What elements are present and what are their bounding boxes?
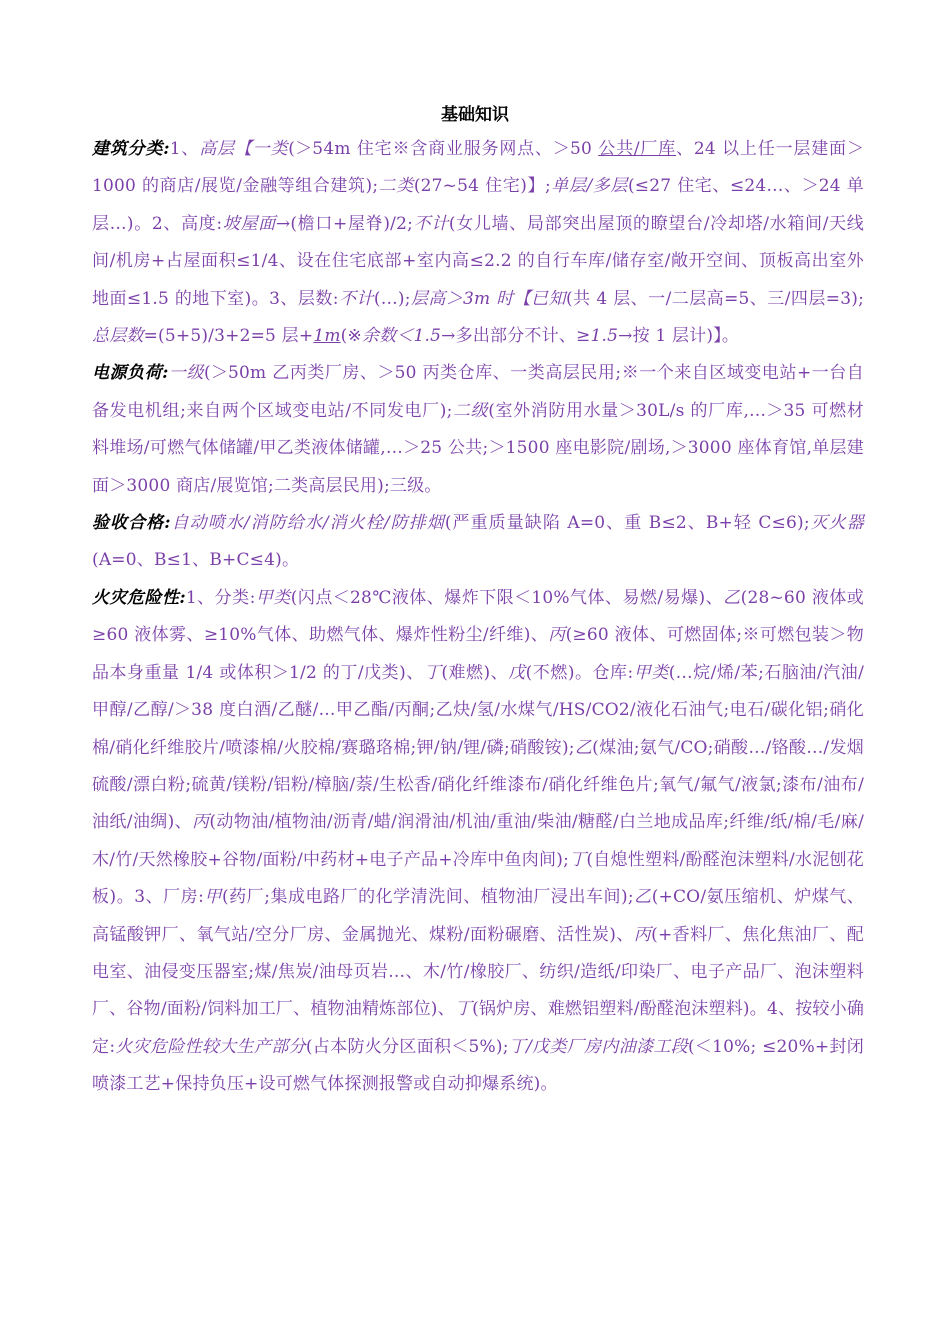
text-run: 甲类: [633, 662, 669, 683]
text-run: 一级: [168, 363, 204, 384]
text-run: 丙: [548, 625, 566, 646]
text-run: 火灾危险性较大生产部分: [115, 1036, 306, 1057]
text-run: (共 4 层、一/二层高=5、三/四层=3);: [565, 288, 864, 309]
text-run: 按 1 层计)】。: [632, 326, 740, 347]
text-run: 公共/厂库: [598, 139, 677, 159]
text-run: (A=0、B≤1、B+C≤4)。: [92, 550, 300, 571]
text-run: 1m: [313, 326, 341, 347]
text-run: (≤27 住宅、≤24…、＞24 单层…)。2、高度:: [92, 176, 864, 234]
text-run: 单层/多层: [550, 176, 628, 197]
text-run: (煤油;氨气/CO;硝酸…/铬酸…/发烟硫酸/漂白粉;硫黄/镁粉/铝粉/樟脑/萘/生松香/硝化纤维漆布/硝化纤维色片;氧气/氟气/液氯;漆布/油布/油纸/油绸)、: [92, 737, 864, 833]
section-paragraph: [92, 505, 864, 580]
text-run: (檐口+屋脊)/2;: [290, 213, 414, 234]
text-run: (+CO/氨压缩机、炉煤气、高锰酸钾厂、氧气站/空分厂房、金属抛光、煤粉/面粉碾磨、活性炭)、: [92, 887, 865, 945]
page-title: 基础知识: [441, 105, 509, 125]
section-paragraph: [92, 131, 864, 355]
text-run: 坡屋面→: [222, 213, 291, 234]
text-run: 不计: [338, 288, 374, 309]
text-run: 灭火器: [809, 513, 864, 534]
text-run: ≥1.5→: [576, 326, 633, 347]
text-run: (难燃)、: [441, 662, 509, 683]
text-run: 丙: [192, 812, 210, 833]
text-run: 多出部分不计、: [455, 326, 577, 347]
text-run: (+香料厂、焦化焦油厂、配电室、油侵变压器室;煤/焦炭/油母页岩…、木/竹/橡胶厂、纺织/造纸/印染厂、电子产品厂、泡沫塑料厂、谷物/面粉/饲料加工厂、植物油精炼部位)、: [92, 924, 865, 1020]
text-run: (…);: [373, 288, 411, 309]
text-run: 丙: [633, 924, 652, 945]
text-run: (药厂;集成电路厂的化学清洗间、植物油厂浸出车间);: [221, 887, 634, 908]
text-run: 乙: [633, 887, 652, 908]
text-run: 甲类: [255, 587, 291, 608]
text-run: (占本防火分区面积＜5%);: [305, 1036, 509, 1057]
text-run: (≥60 液体、可燃固体;※可燃包装＞物品本身重量 1/4 或体积＞1/2 的丁/戊类)、: [92, 625, 865, 683]
section-heading: 验收合格:: [92, 513, 171, 534]
text-run: (锅炉房、难燃铝塑料/酚醛泡沫塑料)。4、按较小确定:: [92, 999, 865, 1057]
section-heading: 建筑分类:: [92, 139, 170, 159]
text-run: (※: [340, 326, 362, 347]
text-run: (闪点＜28℃液体、爆炸下限＜10%气体、易燃/易爆)、: [290, 587, 724, 608]
text-run: (＜10%; ≤20%+封闭喷漆工艺+保持负压+设可燃气体探测报警或自动抑爆系统)。: [92, 1036, 865, 1095]
text-run: (自熄性塑料/酚醛泡沫塑料/水泥刨花板)。3、厂房:: [92, 849, 864, 908]
text-run: 1、: [169, 139, 200, 159]
text-run: 甲: [204, 887, 222, 908]
text-run: 层高＞3m 时【已知: [410, 288, 566, 309]
section-paragraph: [92, 355, 864, 505]
text-run: 乙: [574, 737, 593, 758]
section-paragraph: [92, 580, 864, 1104]
text-run: 丁/戊类厂房内油漆工段: [508, 1036, 689, 1057]
text-run: 丁: [454, 999, 473, 1020]
text-run: 二类: [378, 176, 414, 197]
text-run: 丁: [423, 662, 442, 683]
text-run: (5+5)/3+2=5 层+: [158, 326, 314, 347]
text-run: (…烷/烯/苯;石脑油/汽油/甲醇/乙醇/＞38 度白酒/乙醚/…甲乙酯/丙酮;乙炔/氢/水煤气/HS/CO2/液化石油气;电石/碳化铝;硝化棉/硝化纤维胶片/喷漆棉/火胶棉/赛璐珞棉;钾/钠/锂/磷;硝酸铵);: [92, 662, 865, 758]
text-run: 二级: [452, 400, 489, 421]
text-run: (女儿墙、局部突出屋顶的瞭望台/冷却塔/水箱间/天线间/机房+占屋面积≤1/4、设在住宅底部+室内高≤2.2 的自行车库/储存室/敞开空间、顶板高出室外地面≤1.5 的地下室)。3、层数:: [92, 213, 865, 309]
text-run: (28~60 液体或≥60 液体雾、≥10%气体、助燃气体、爆炸性粉尘/纤维)、: [92, 587, 864, 646]
text-run: (不燃)。仓库:: [525, 662, 634, 683]
text-run: 乙: [723, 587, 741, 608]
text-run: 丁: [569, 849, 587, 870]
text-run: 、24 以上任一层建面＞1000 的商店/展览/金融等组合建筑);: [92, 139, 865, 197]
text-run: (严重质量缺陷 A=0、重 B≤2、B+轻 C≤6);: [444, 513, 810, 534]
text-run: 自动喷水/消防给水/消火栓/防排烟: [170, 513, 445, 534]
text-run: 余数＜1.5→: [361, 326, 456, 347]
section-heading: 电源负荷:: [92, 363, 169, 384]
section-heading: 火灾危险性:: [92, 587, 186, 608]
text-run: (动物油/植物油/沥青/蜡/润滑油/机油/重油/柴油/糖醛/白兰地成品库;纤维/纸/棉/毛/麻/木/竹/天然橡胶+谷物/面粉/中药材+电子产品+冷库中鱼肉间);: [92, 812, 865, 870]
text-run: 总层数=: [92, 326, 159, 347]
text-run: 1、分类:: [185, 587, 256, 608]
text-run: 戊: [508, 662, 526, 683]
text-run: (室外消防用水量＞30L/s 的厂库,…＞35 可燃材料堆场/可燃气体储罐/甲乙类液体储罐,…＞25 公共;＞1500 座电影院/剧场,＞3000 座体育馆,单层建面＞3000 商店/展览馆;二类高层民用);三级。: [92, 400, 864, 496]
document-body: [92, 131, 864, 1104]
text-run: 高层【一类: [199, 139, 289, 159]
text-run: 不计: [413, 213, 449, 234]
text-run: (＞50m 乙丙类厂房、＞50 丙类仓库、一类高层民用;※一个来自区域变电站+一台自备发电机组;来自两个区域变电站/不同发电厂);: [92, 363, 864, 421]
text-run: (27~54 住宅)】;: [413, 176, 551, 197]
text-run: (＞54m 住宅※含商业服务网点、＞50: [288, 139, 599, 159]
